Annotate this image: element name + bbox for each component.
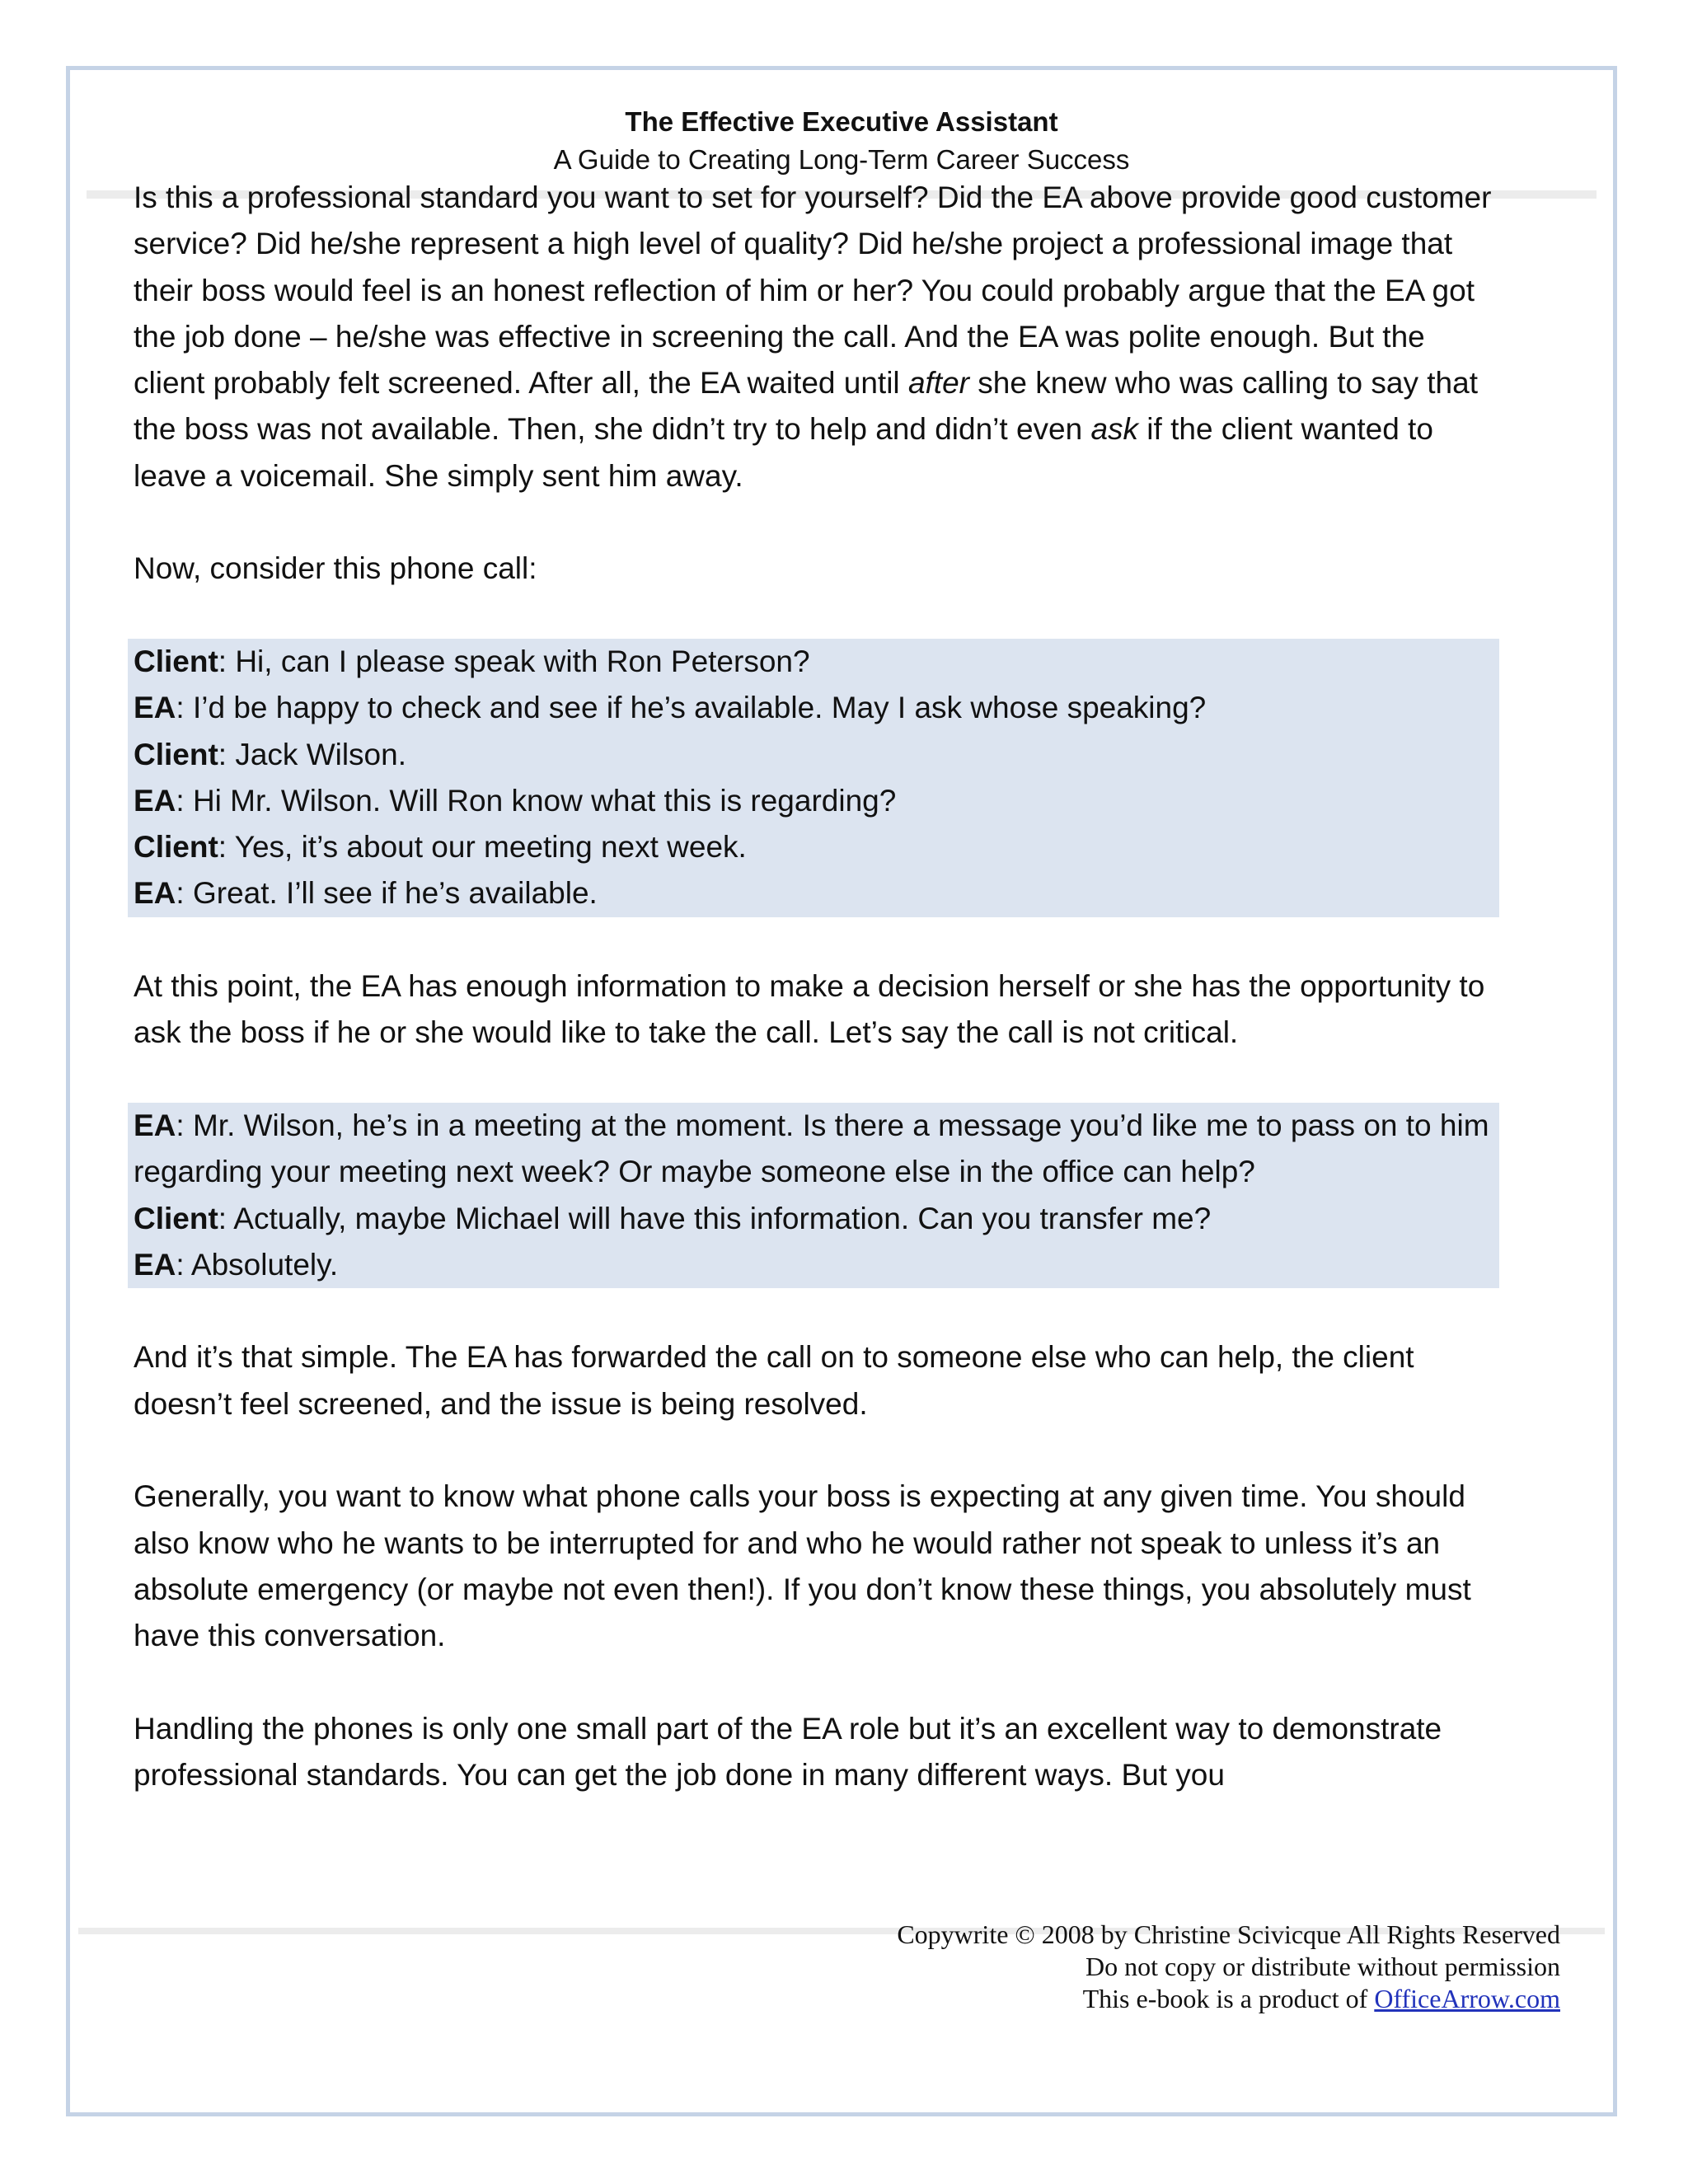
dialog-line: Client: Actually, maybe Michael will have this information. Can you transfer me? [134,1201,1212,1235]
dialog-line: EA: Mr. Wilson, he’s in a meeting at the moment. Is there a message you’d like me to pass on to him regarding your meeting next week? Or maybe someone else in the office can help? [134,1108,1489,1189]
speaker-label: Client [134,737,218,771]
dialog-line: EA: Great. I’ll see if he’s available. [134,876,598,911]
dialog-line: EA: Hi Mr. Wilson. Will Ron know what this is regarding? [134,783,897,818]
dialog-block-2 [128,1103,1499,1288]
speaker-label: EA [134,1108,176,1142]
copyright-line: Copywrite © 2008 by Christine Scivicque All Rights Reserved [897,1919,1560,1949]
paragraph-6: Handling the phones is only one small part of the EA role but it’s an excellent way to demonstrate professional standards. You can get the job done in many different ways. But you [134,1711,1442,1793]
page-body [134,175,1493,1798]
dialog-line: Client: Yes, it’s about our meeting next week. [134,830,747,865]
paragraph-4: And it’s that simple. The EA has forwarded the call on to someone else who can help, the client doesn’t feel screened, and the issue is being resolved. [134,1340,1414,1421]
paragraph-5: Generally, you want to know what phone calls your boss is expecting at any given time. You should also know who he wants to be interrupted for and who he would rather not speak to unless it’s an absolute emergency (or maybe not even then!). If you don’t know these things, you absolutely must have this conversation. [134,1479,1471,1653]
speaker-label: Client [134,830,218,865]
document-title: The Effective Executive Assistant [625,106,1058,137]
paragraph-1: Is this a professional standard you want to set for yourself? Did the EA above provide good customer service? Did he/she represent a high level of quality? Did he/she project a professional image that their boss would feel is an honest reflection of him or her? You could probably argue that the EA got the job done – he/she was effective in screening the call. And the EA was polite enough. But the client probably felt screened. After all, the EA waited until after she knew who was calling to say that the boss was not available. Then, she didn’t try to help and didn’t even ask if the client wanted to leave a voicemail. She simply sent him away. [134,180,1492,493]
paragraph-2: Now, consider this phone call: [134,551,537,586]
emphasis-ask: ask [1090,412,1139,447]
dialog-line: EA: I’d be happy to check and see if he’s available. May I ask whose speaking? [134,691,1207,725]
speaker-label: EA [134,691,176,725]
document-subtitle: A Guide to Creating Long-Term Career Success [553,144,1130,175]
dialog-line: EA: Absolutely. [134,1247,339,1282]
speaker-label: EA [134,1247,176,1282]
paragraph-3: At this point, the EA has enough information to make a decision herself or she has the opportunity to ask the boss if he or she would like to take the call. Let’s say the call is not critical. [134,969,1485,1050]
product-line: This e-book is a product of OfficeArrow.com [1082,1984,1560,2013]
page-footer [897,1919,1560,2015]
officearrow-link[interactable]: OfficeArrow.com [1374,1984,1560,2013]
dialog-block-1 [128,639,1499,917]
speaker-label: EA [134,783,176,818]
dialog-line: Client: Hi, can I please speak with Ron Peterson? [134,644,810,678]
page-header [70,103,1613,179]
distribution-notice: Do not copy or distribute without permission [1085,1952,1560,1981]
speaker-label: EA [134,876,176,911]
speaker-label: Client [134,1201,218,1235]
speaker-label: Client [134,644,218,678]
dialog-line: Client: Jack Wilson. [134,737,406,771]
emphasis-after: after [907,366,969,401]
